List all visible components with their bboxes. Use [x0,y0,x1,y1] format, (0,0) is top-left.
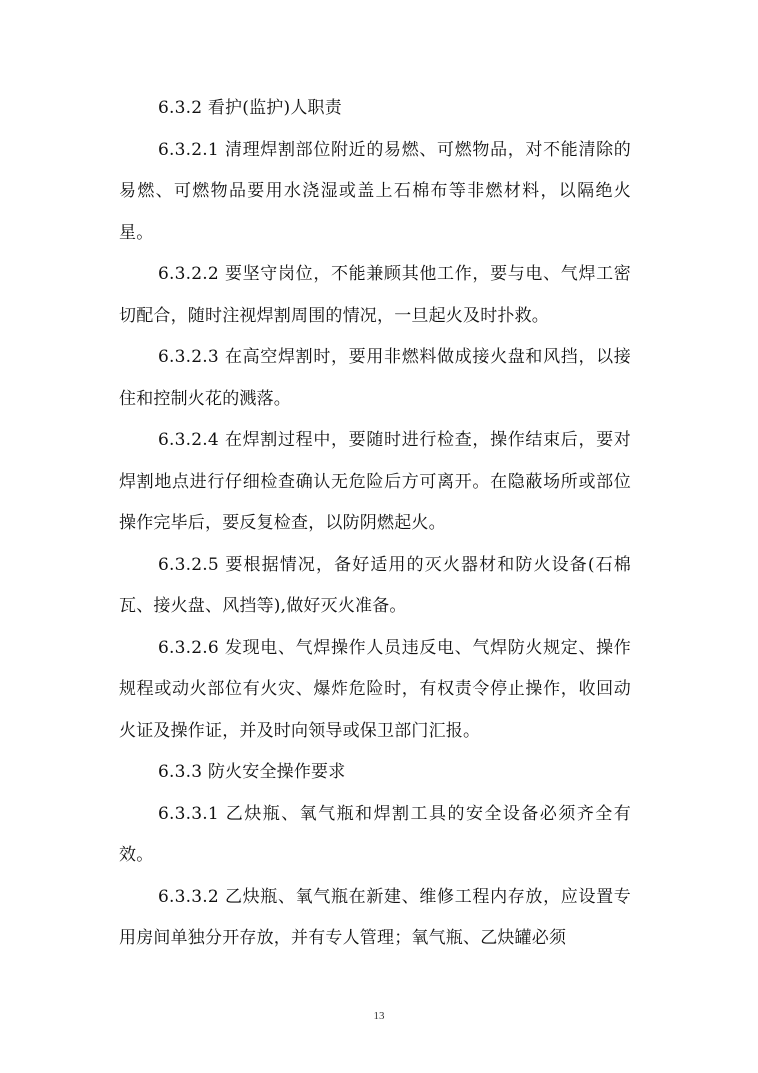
paragraph-6-3-2-6: 6.3.2.6 发现电、气焊操作人员违反电、气焊防火规定、操作规程或动火部位有火灾、爆炸危险时，有权责令停止操作，收回动火证及操作证，并及时向领导或保卫部门汇报。 [119,637,631,741]
document-body [119,88,631,960]
paragraph-6-3-3-2: 6.3.3.2 乙炔瓶、氧气瓶在新建、维修工程内存放，应设置专用房间单独分开存放，并有专人管理；氧气瓶、乙炔罐必须 [119,886,631,948]
paragraph-6-3-2-5: 6.3.2.5 要根据情况，备好适用的灭火器材和防火设备(石棉瓦、接火盘、风挡等),做好灭火准备。 [119,554,631,616]
paragraph-6-3-3-1: 6.3.3.1 乙炔瓶、氧气瓶和焊割工具的安全设备必须齐全有效。 [119,803,631,865]
paragraph-6-3-2-4: 6.3.2.4 在焊割过程中，要随时进行检查，操作结束后，要对焊割地点进行仔细检查确认无危险后方可离开。在隐蔽场所或部位操作完毕后，要反复检查，以防阴燃起火。 [119,430,631,533]
section-heading-6-3-3: 6.3.3 防火安全操作要求 [158,762,346,782]
page-number: 13 [373,1010,385,1022]
paragraph-6-3-2-1: 6.3.2.1 清理焊割部位附近的易燃、可燃物品，对不能清除的易燃、可燃物品要用水浇湿或盖上石棉布等非燃材料，以隔绝火星。 [119,139,631,243]
paragraph-6-3-2-3: 6.3.2.3 在高空焊割时，要用非燃料做成接火盘和风挡，以接住和控制火花的溅落。 [119,347,631,409]
paragraph-6-3-2-2: 6.3.2.2 要坚守岗位，不能兼顾其他工作，要与电、气焊工密切配合，随时注视焊割周围的情况，一旦起火及时扑救。 [119,264,631,326]
section-heading-6-3-2: 6.3.2 看护(监护)人职责 [158,98,342,118]
